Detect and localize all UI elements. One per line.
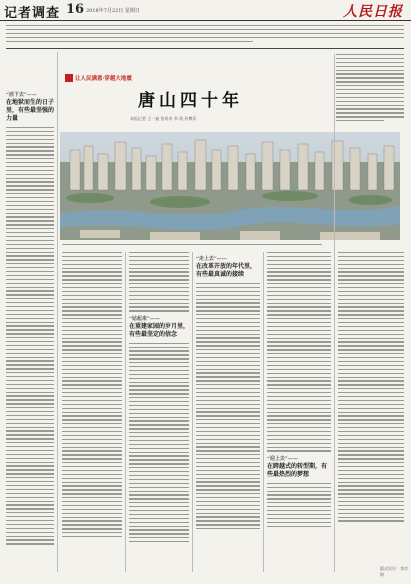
page-number: 16 (66, 2, 85, 17)
banner-marker-icon (65, 74, 73, 82)
column-4 (196, 252, 260, 532)
page-header (0, 0, 411, 21)
photo-caption (62, 244, 322, 248)
column-rule (334, 54, 335, 572)
kicker-banner (65, 74, 167, 82)
column-rule (263, 252, 264, 572)
column-rule (57, 52, 58, 572)
lead-divider (6, 48, 404, 49)
banner-label: 让人民满意·穿越大地震 (75, 76, 132, 82)
column-2 (62, 252, 122, 540)
subhead-3: “走上去”—— 在改革开放的年代里，有些最真诚的接续 (196, 256, 257, 278)
layout-credit: 版式设计：李宗锦 (380, 566, 408, 577)
column-5 (267, 252, 331, 529)
subhead-4: “迎上去”—— 在跨越式的转型期，有些最热烈的梦想 (267, 455, 328, 478)
column-rule (192, 252, 193, 572)
article-byline: 本报记者 王一迪 张培奇 李 琰 孙博洋 (130, 116, 197, 121)
publication-date: 2018年7月22日 星期日 (86, 8, 140, 14)
lead-paragraph (6, 25, 404, 44)
column-rule (125, 252, 126, 572)
column-right-top (336, 54, 404, 124)
column-1 (6, 88, 54, 547)
subhead-1: “活下去”—— 在地狱而生的日子里，有些最坚强的力量 (6, 92, 55, 122)
column-3 (129, 252, 189, 545)
section-title: 记者调查 (4, 6, 61, 21)
city-aerial-photo (60, 132, 400, 240)
article-title: 唐山四十年 (138, 91, 243, 111)
masthead-logo: 人民日报 (343, 4, 403, 20)
column-6 (338, 252, 404, 524)
subhead-2: “站起来”—— 在重建家园的岁月里，有些最坚定的信念 (129, 315, 190, 338)
